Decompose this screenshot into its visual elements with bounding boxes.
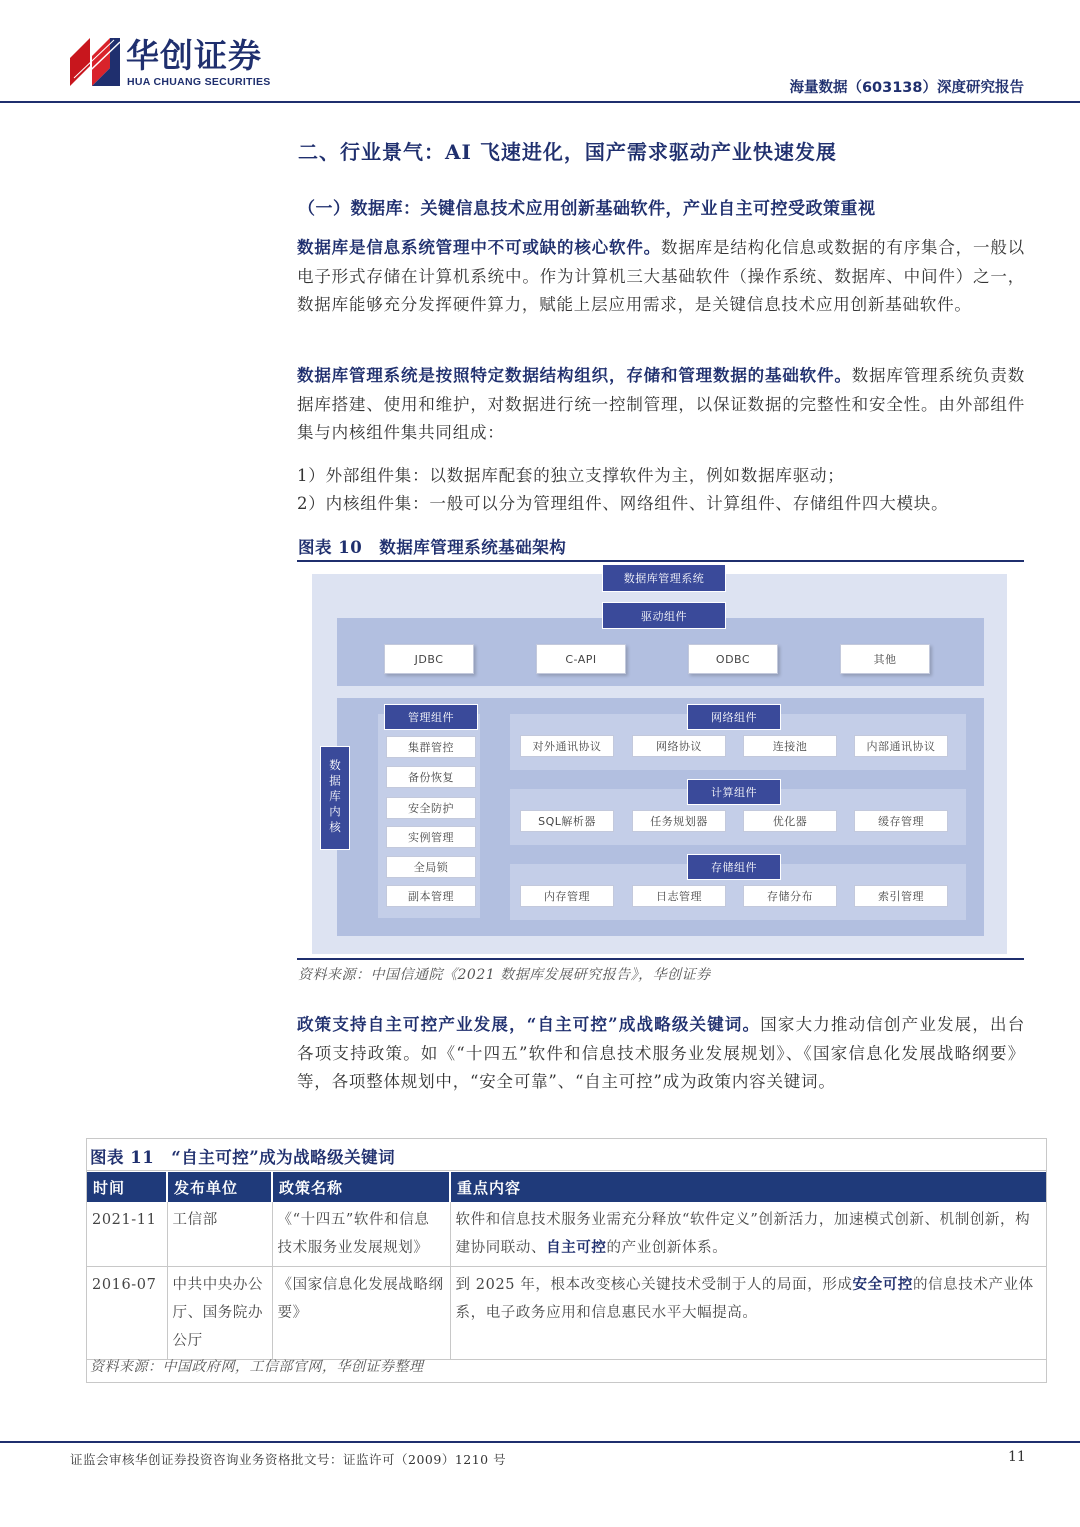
mgmt-item: 全局锁 [386,856,476,878]
cell-content-text: 的信息技术产业体系，电子政务应用和信息惠民水平大幅提高。 [455,1277,1034,1321]
network-component-label: 网络组件 [687,704,781,730]
paragraph-lead: 数据库管理系统是按照特定数据结构组织，存储和管理数据的基础软件。 [297,366,852,385]
compute-item: 任务规划器 [632,810,726,832]
mgmt-item: 备份恢复 [386,766,476,788]
paragraph-database-core [297,234,1025,320]
driver-odbc: ODBC [688,644,778,674]
cell-issuer: 中共中央办公厅、国务院办公厅 [167,1267,272,1360]
figure-11-source: 资料来源：中国政府网，工信部官网，华创证券整理 [90,1359,424,1375]
storage-item: 内存管理 [520,885,614,907]
storage-item: 日志管理 [632,885,726,907]
cell-policy: 《“十四五”软件和信息技术服务业发展规划》 [272,1202,450,1267]
table-row [87,1267,1046,1360]
column-header: 重点内容 [450,1172,1046,1202]
list-item-kernel: 2）内核组件集：一般可以分为管理组件、网络组件、计算组件、存储组件四大模块。 [297,494,949,513]
figure-rule [297,958,1024,960]
footer-rule [0,1441,1080,1443]
dbms-label: 数据库管理系统 [602,564,726,592]
figure-rule [297,560,1024,562]
driver-component-label: 驱动组件 [602,602,726,629]
page-header [0,0,1080,104]
logo-icon [70,38,120,86]
kernel-label: 数据库内核 [320,746,350,850]
page-number: 11 [1008,1449,1026,1465]
column-header: 发布单位 [167,1172,272,1202]
logo-chinese: 华创证券 [126,36,262,75]
cell-content [450,1202,1046,1267]
cell-content-text: 软件和信息技术服务业需充分释放“软件定义”创新活力，加速模式创新、机制创新，构建协同联动、 [455,1212,1031,1256]
mgmt-item: 副本管理 [386,885,476,907]
dbms-architecture-diagram [312,574,1007,954]
network-item: 内部通讯协议 [854,735,948,757]
cell-policy: 《国家信息化发展战略纲要》 [272,1267,450,1360]
cell-date: 2021-11 [87,1202,167,1267]
report-title: 海量数据（603138）深度研究报告 [789,80,1024,96]
paragraph-dbms [297,362,1025,448]
section-title: 二、行业景气：AI 飞速进化，国产需求驱动产业快速发展 [298,140,837,164]
mgmt-item: 集群管控 [386,736,476,758]
header-rule [0,101,1080,103]
network-item: 连接池 [743,735,837,757]
cell-content-text: 的产业创新体系。 [606,1240,728,1256]
column-header: 政策名称 [272,1172,450,1202]
driver-c-api: C-API [536,644,626,674]
compute-item: 缓存管理 [854,810,948,832]
cell-date: 2016-07 [87,1267,167,1360]
footer-license: 证监会审核华创证券投资咨询业务资格批文号：证监许可（2009）1210 号 [70,1452,507,1467]
network-item: 网络协议 [632,735,726,757]
paragraph-lead: 政策支持自主可控产业发展，“自主可控”成战略级关键词。 [297,1015,761,1034]
table-header-row [87,1172,1046,1202]
figure-rule [86,1170,1047,1171]
paragraph-body: 数据库管理系统负责数据库搭建、使用和维护，对数据进行统一控制管理，以保证数据的完整性和安全性。由外部组件集与内核组件集共同组成： [297,366,1025,442]
subsection-title: （一）数据库：关键信息技术应用创新基础软件，产业自主可控受政策重视 [298,199,876,219]
cell-content-highlight: 自主可控 [546,1239,607,1256]
logo-english: HUA CHUANG SECURITIES [127,76,271,88]
driver-jdbc: JDBC [384,644,474,674]
cell-content-text: 到 2025 年，根本改变核心关键技术受制于人的局面，形成 [455,1277,853,1293]
compute-item: 优化器 [743,810,837,832]
table-row [87,1202,1046,1267]
paragraph-body: 国家大力推动信创产业发展，出台各项支持政策。如《“十四五”软件和信息技术服务业发展规划》、《国家信息化发展战略纲要》等，各项整体规划中，“安全可靠”、“自主可控”成为政策内容关键词。 [297,1015,1025,1091]
mgmt-item: 安全防护 [386,797,476,819]
figure-10-title: 图表 10 数据库管理系统基础架构 [298,538,567,557]
list-item-external: 1）外部组件集：以数据库配套的独立支撑软件为主，例如数据库驱动； [297,466,845,485]
column-header: 时间 [87,1172,167,1202]
storage-item: 存储分布 [743,885,837,907]
compute-component-label: 计算组件 [687,779,781,805]
driver-other: 其他 [840,644,930,674]
compute-item: SQL解析器 [520,810,614,832]
cell-content-highlight: 安全可控 [852,1276,913,1293]
paragraph-lead: 数据库是信息系统管理中不可或缺的核心软件。 [297,238,662,257]
management-component-label: 管理组件 [384,704,478,730]
cell-issuer: 工信部 [167,1202,272,1267]
paragraph-policy [297,1011,1025,1097]
storage-item: 索引管理 [854,885,948,907]
network-item: 对外通讯协议 [520,735,614,757]
figure-11-title: 图表 11 “自主可控”成为战略级关键词 [90,1148,396,1167]
cell-content [450,1267,1046,1360]
figure-10-source: 资料来源：中国信通院《2021 数据库发展研究报告》，华创证券 [298,967,711,983]
mgmt-item: 实例管理 [386,826,476,848]
storage-component-label: 存储组件 [687,854,781,880]
paragraph-body: 数据库是结构化信息或数据的有序集合，一般以电子形式存储在计算机系统中。作为计算机三大基础软件（操作系统、数据库、中间件）之一，数据库能够充分发挥硬件算力，赋能上层应用需求，是关键信息技术应用创新基础软件。 [297,238,1025,314]
policy-table [87,1172,1046,1360]
